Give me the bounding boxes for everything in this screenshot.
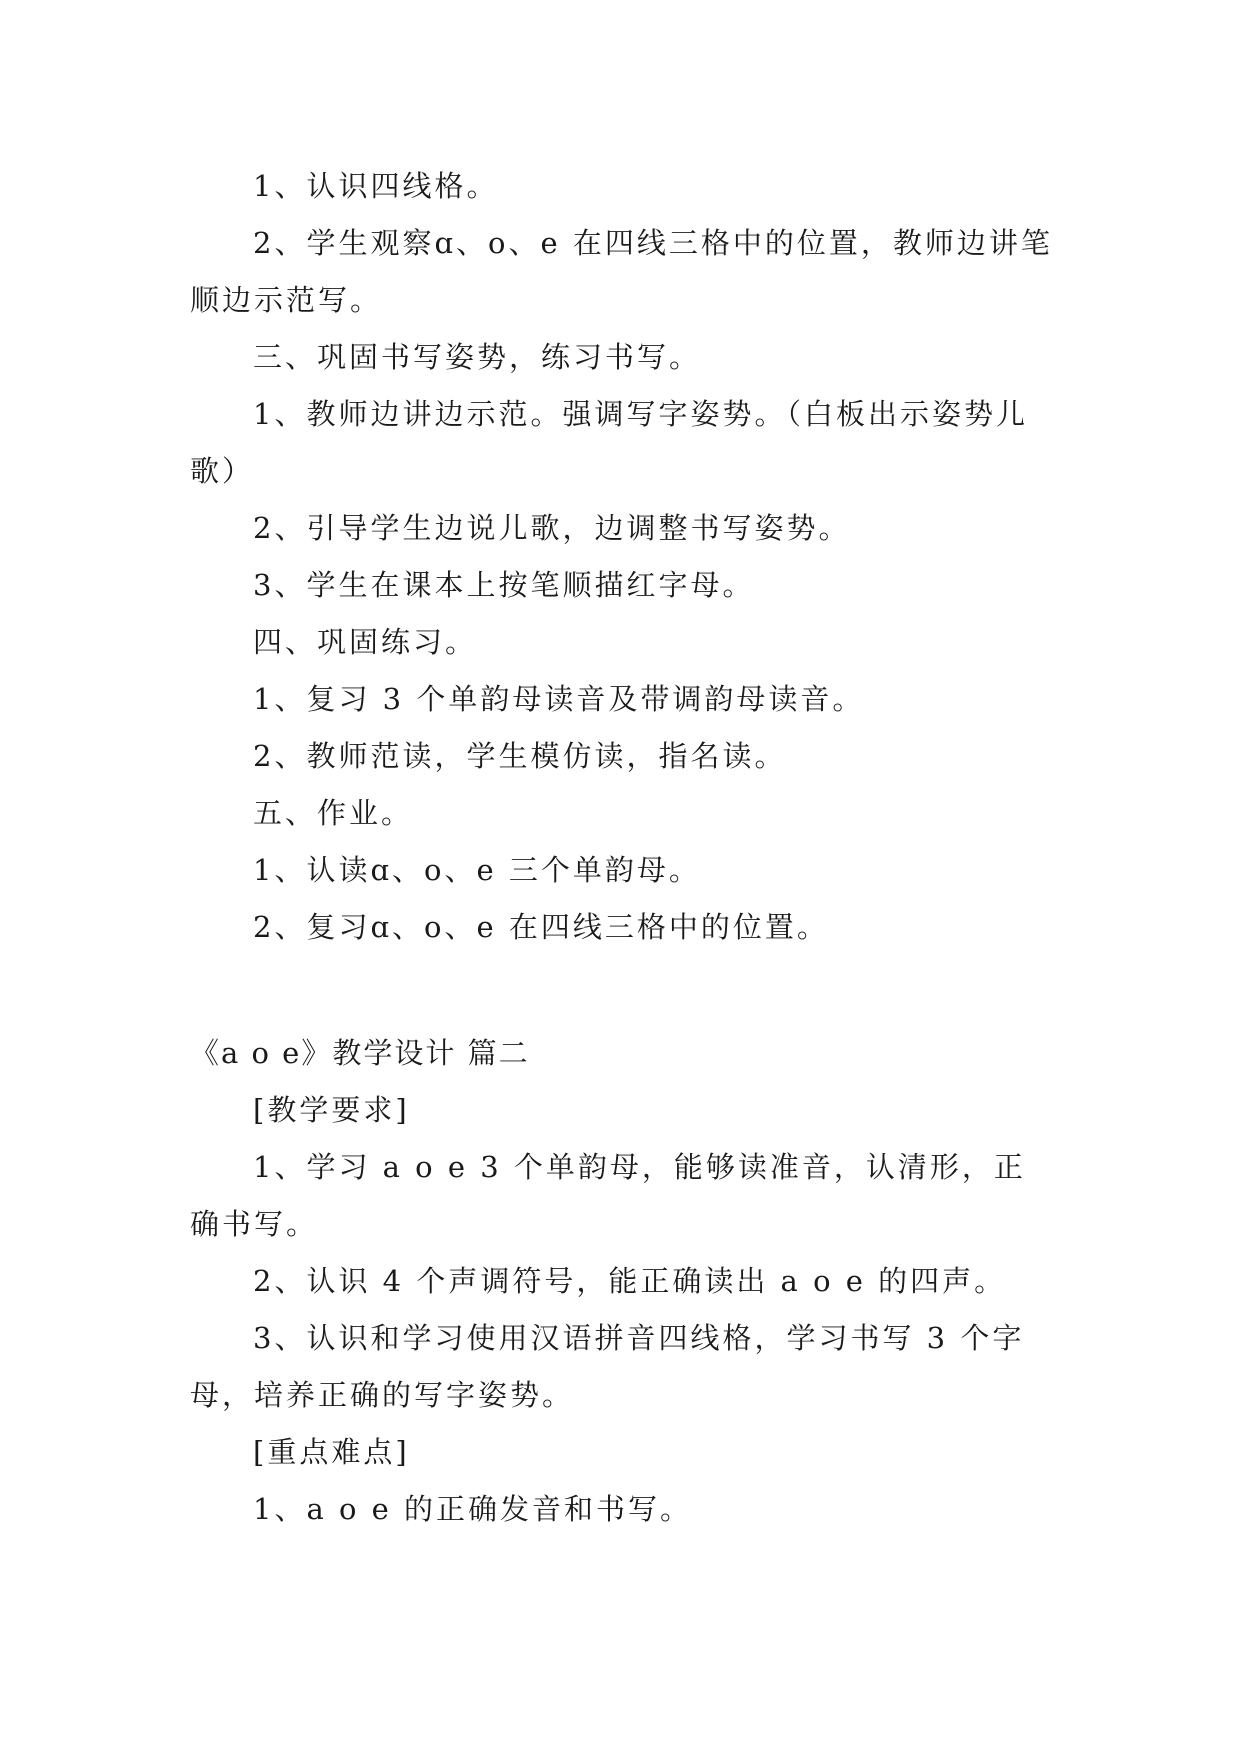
subheading: [教学要求] (253, 1093, 410, 1127)
paragraph-line: 1、认识四线格。 (253, 169, 499, 203)
section-heading: 三、巩固书写姿势，练习书写。 (253, 340, 702, 374)
paragraph-line: 2、学生观察ɑ、o、e 在四线三格中的位置，教师边讲笔 (253, 226, 1053, 260)
paragraph-line: 歌） (190, 454, 255, 488)
paragraph-line: 母，培养正确的写字姿势。 (190, 1378, 575, 1412)
section-heading: 五、作业。 (253, 796, 414, 830)
section-title: 《a o e》教学设计 篇二 (190, 1036, 530, 1070)
paragraph-line: 1、教师边讲边示范。强调写字姿势。（白板出示姿势儿 (253, 397, 1028, 431)
paragraph-line: 顺边示范写。 (190, 283, 383, 317)
paragraph-line: 2、教师范读，学生模仿读，指名读。 (253, 739, 787, 773)
subheading: [重点难点] (253, 1435, 410, 1469)
paragraph-line: 确书写。 (190, 1207, 319, 1241)
paragraph-line: 2、认识 4 个声调符号，能正确读出 a o e 的四声。 (253, 1264, 1007, 1298)
paragraph-line: 1、学习 a o e 3 个单韵母，能够读准音，认清形，正 (253, 1150, 1026, 1184)
paragraph-line: 3、认识和学习使用汉语拼音四线格，学习书写 3 个字 (253, 1321, 1025, 1355)
paragraph-line: 2、复习ɑ、o、e 在四线三格中的位置。 (253, 910, 829, 944)
paragraph-line: 1、a o e 的正确发音和书写。 (253, 1492, 693, 1526)
paragraph-line: 1、认读ɑ、o、e 三个单韵母。 (253, 853, 701, 887)
paragraph-line: 3、学生在课本上按笔顺描红字母。 (253, 568, 755, 602)
section-heading: 四、巩固练习。 (253, 625, 478, 659)
paragraph-line: 1、复习 3 个单韵母读音及带调韵母读音。 (253, 682, 865, 716)
paragraph-line: 2、引导学生边说儿歌，边调整书写姿势。 (253, 511, 851, 545)
